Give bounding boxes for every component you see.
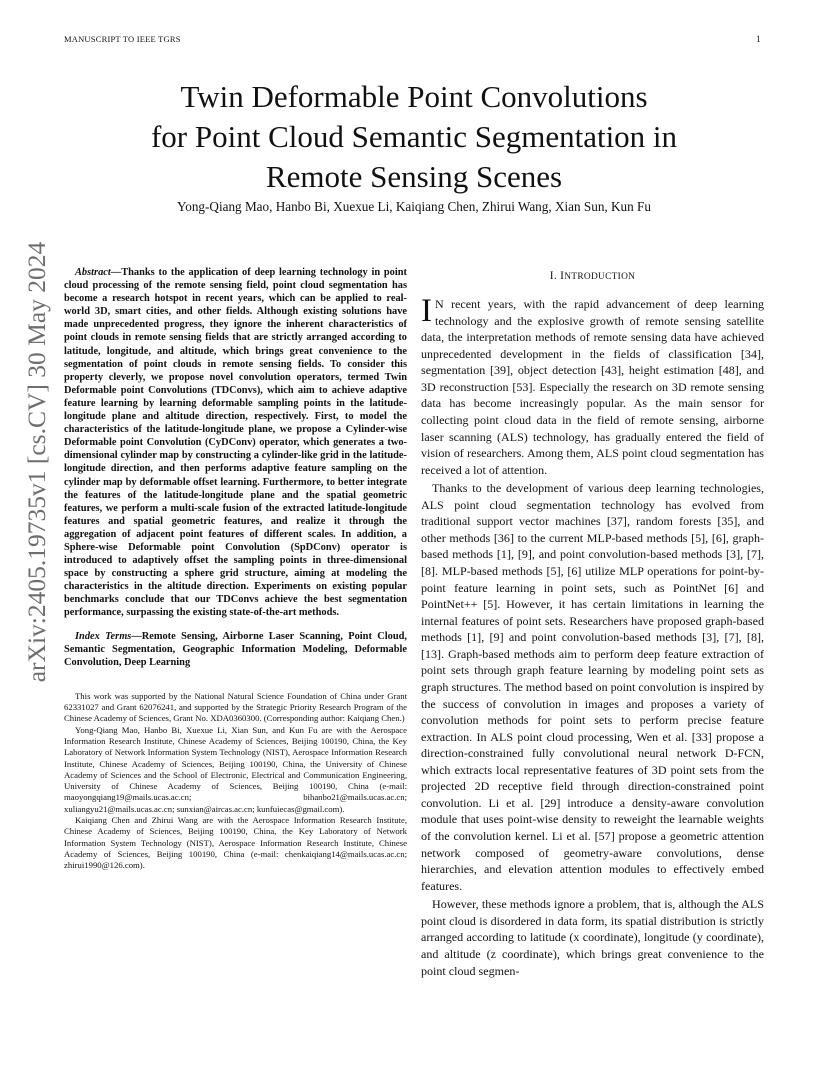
section-title-rest: NTRODUCTION	[564, 272, 636, 282]
index-terms-label: Index Terms	[75, 630, 132, 642]
affiliation-footnote: Kaiqiang Chen and Zhirui Wang are with the Aerospace Information Research Institute, Chinese Academy of Sciences, Beijing 100190, China, the Key Laboratory of Network Information System Technology (NIST), Aerospace Information Research Institute, Chinese Academy of Sciences, Beijing 100190, China (e-mail: chenkaiqiang14@mails.ucas.ac.cn; zhirui1990@126.com).	[64, 815, 407, 871]
paragraph	[421, 293, 764, 478]
paragraph: However, these methods ignore a problem, that is, although the ALS point cloud is disordered in data form, its spatial distribution is strictly arranged according to latitude (x coordinate), longitude (y coordinate), and altitude (z coordinate), which brings great convenience to the point cloud segmen-	[421, 897, 764, 978]
paragraph-text: N recent years, with the rapid advancement of deep learning technology and the explosive growth of remote sensing satellite data, the interpretation methods of remote sensing data have achieved unprecedented development in the fields of classification [34], segmentation [39], object detection [43], height estimation [48], and 3D reconstruction [53]. Especially the research on 3D remote sensing data has become increasingly popular. As the main sensor for collecting point cloud data in the field of remote sensing, airborne laser scanning (ALS) technology, has gradually entered the field of vision of researchers. Among them, ALS point cloud segmentation has received a lot of attention.	[421, 297, 764, 477]
abstract	[64, 266, 407, 620]
arxiv-identifier: arXiv:2405.19735v1 [cs.CV] 30 May 2024	[22, 241, 51, 683]
funding-footnote: This work was supported by the National Natural Science Foundation of China under Grant 62331027 and Grant 62076241, and supported by the Strategic Priority Research Program of the Chinese Academy of Sciences, Grant No. XDA0360300. (Corresponding author: Kaiqiang Chen.)	[64, 690, 407, 724]
footnotes	[64, 691, 407, 872]
section-body	[421, 293, 764, 979]
running-header: MANUSCRIPT TO IEEE TGRS	[64, 34, 181, 44]
left-column	[64, 266, 407, 872]
right-column	[421, 270, 764, 979]
abstract-text: —Thanks to the application of deep learning technology in point cloud processing of the remote sensing field, point cloud segmentation has become a research hotspot in recent years, which can be applied to real-world 3D, smart cities, and other fields. Although existing solutions have made unprecedented progress, they ignore the inherent characteristics of point clouds in remote sensing fields that are strictly arranged according to latitude, longitude, and altitude, which brings great convenience to the segmentation of point clouds in remote sensing fields. To consider this property cleverly, we propose novel convolution operators, termed Twin Deformable point Convolutions (TDConvs), which aim to achieve adaptive feature learning by learning deformable sampling points in the latitude-longitude plane and altitude direction, respectively. First, to model the characteristics of the latitude-longitude plane, we propose a Cylinder-wise Deformable point Convolution (CyDConv) operator, which generates a two-dimensional cylinder map by constructing a cylinder-like grid in the latitude-longitude direction, and then performs adaptive feature sampling on the cylinder map by deformable offset learning. Furthermore, to better integrate the features of the latitude-longitude plane and the spatial geometric features, we perform a multi-scale fusion of the extracted latitude-longitude features and spatial geometric features, and realize it through the aggregation of adjacent point features of different scales. In addition, a Sphere-wise Deformable point Convolution (SpDConv) operator is introduced to adaptively offset the sampling points in three-dimensional space by constructing a sphere grid structure, aiming at modeling the characteristics in the altitude direction. Experiments on existing popular benchmarks conclude that our TDConvs achieve the best segmentation performance, surpassing the existing state-of-the-art methods.	[64, 267, 407, 619]
page-number: 1	[756, 34, 761, 44]
section-number: I.	[549, 270, 561, 282]
title-line: for Point Cloud Semantic Segmentation in	[150, 119, 678, 154]
paper-title	[64, 77, 764, 197]
author-list: Yong-Qiang Mao, Hanbo Bi, Xuexue Li, Kaiqiang Chen, Zhirui Wang, Xian Sun, Kun Fu	[177, 199, 651, 214]
drop-cap: I	[421, 293, 432, 329]
index-terms-text: —Remote Sensing, Airborne Laser Scanning, Point Cloud, Semantic Segmentation, Geographic Information Modeling, Deformable Convolution, Deep Learning	[64, 630, 407, 668]
index-terms	[64, 630, 407, 669]
abstract-label: Abstract	[75, 267, 111, 278]
title-line: Remote Sensing Scenes	[265, 159, 563, 194]
paragraph: Thanks to the development of various deep learning technologies, ALS point cloud segmentation technology has evolved from traditional support vector machines [37], random forests [35], and other methods [36] to the current MLP-based methods [5], [6], graph-based methods [1], [9], and point convolution-based methods [3], [7], [8]. MLP-based methods [5], [6] utilize MLP operations for point-by-point feature learning in point sets, such as PointNet [6] and PointNet++ [5]. However, it has certain limitations in learning the internal features of point sets. Researchers have proposed graph-based methods [1], [9] and point convolution-based methods [3], [7], [8], [13]. Graph-based methods aim to perform deep feature extraction of point sets through graph feature learning by modeling point sets as graph structures. The method based on point convolution is inspired by the success of convolution in images and proposes a variety of convolution methods for point sets to perform precise feature extraction. In ALS point cloud processing, Wen et al. [33] propose a direction-constrained fully convolutional neural network D-FCN, which extracts local representative features of 3D point sets from the projected 2D receptive field through direction-constrained point convolution. Li et al. [29] introduce a density-aware convolution module that uses point-wise density to reweight the learnable weights of the convolution kernel. Li et al. [57] propose a geometric attention network composed of geometry-aware convolutions, dense hierarchies, and elevation attention modules to effectively embed features.	[421, 481, 764, 893]
title-line: Twin Deformable Point Convolutions	[180, 79, 648, 114]
section-title-initial: I	[560, 270, 565, 282]
affiliation-footnote: Yong-Qiang Mao, Hanbo Bi, Xuexue Li, Xian Sun, and Kun Fu are with the Aerospace Information Research Institute, Chinese Academy of Sciences, Beijing 100190, China, the Key Laboratory of Network Information System Technology (NIST), Aerospace Information Research Institute, Chinese Academy of Sciences, Beijing 100190, China, the University of Chinese Academy of Sciences and the School of Electronic, Electrical and Communication Engineering, University of Chinese Academy of Sciences, Beijing 100190, China (e-mail: maoyongqiang19@mails.ucas.ac.cn; bihanbo21@mails.ucas.ac.cn; xuliangyu21@mails.ucas.ac.cn; sunxian@aircas.ac.cn; kunfuiecas@gmail.com).	[64, 724, 407, 814]
section-heading	[421, 270, 764, 282]
